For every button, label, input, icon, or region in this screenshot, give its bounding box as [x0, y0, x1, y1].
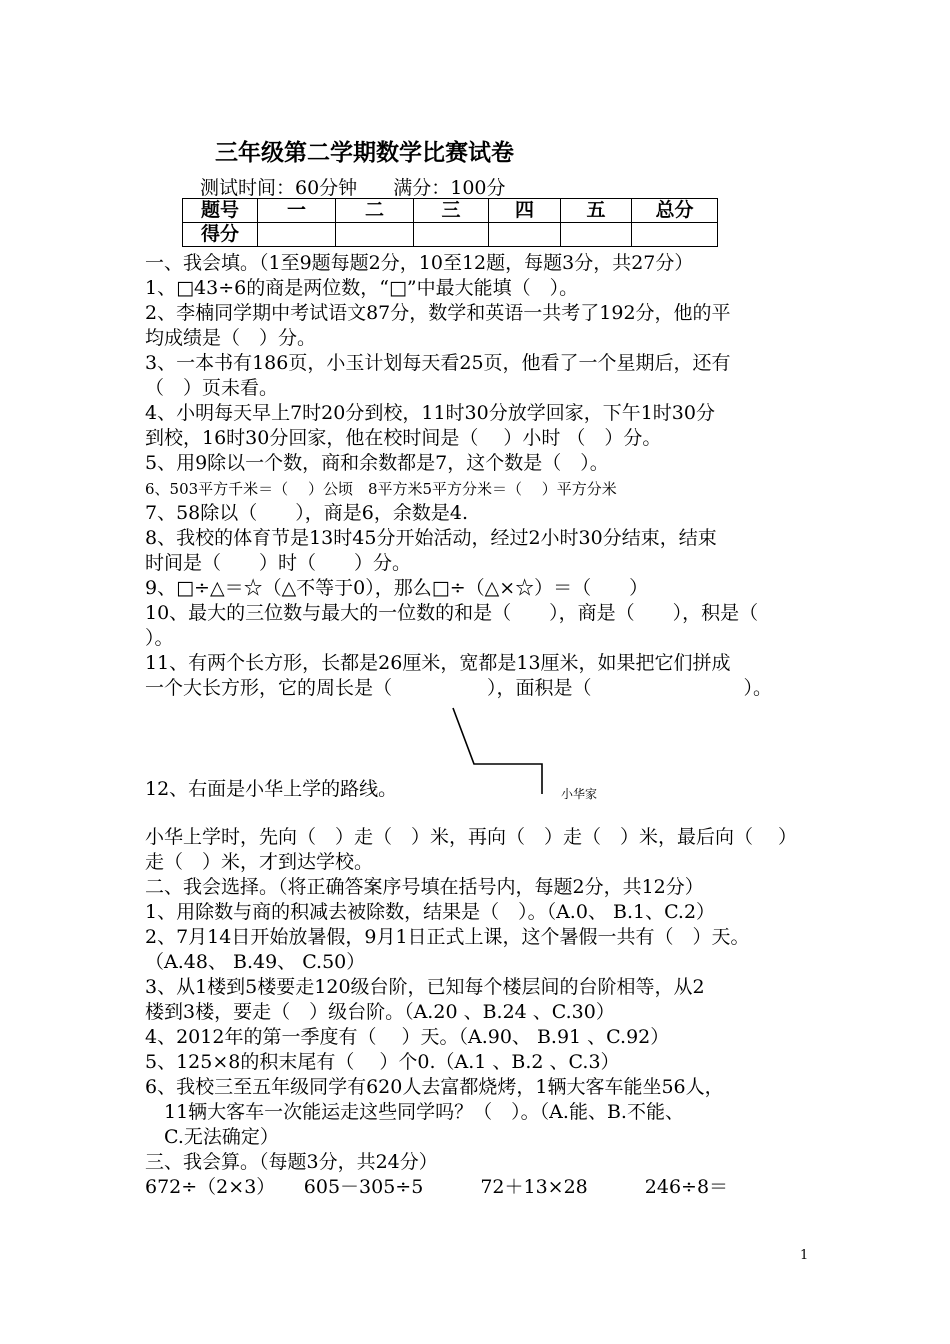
question-line: 10、最大的三位数与最大的一位数的和是（ ），商是（ ），积是（ — [145, 602, 759, 624]
question-line: 1、□43÷6的商是两位数，“□”中最大能填（ ）。 — [145, 277, 579, 299]
score-input-cell[interactable] — [632, 223, 718, 247]
route-home-label: 小华家 — [561, 787, 598, 801]
question-line: 11、有两个长方形，长都是26厘米，宽都是13厘米，如果把它们拼成 — [145, 652, 731, 674]
question-line: 6、我校三至五年级同学有620人去富都烧烤，1辆大客车能坐56人， — [145, 1076, 724, 1098]
question-line: 1、用除数与商的积减去被除数，结果是（ ）。（A.0、 B.1、C.2） — [145, 901, 716, 923]
score-cell: 总分 — [632, 199, 718, 223]
score-table-score-row — [183, 223, 718, 247]
full-score: 满分：100分 — [393, 177, 506, 199]
score-cell: 题号 — [183, 199, 258, 223]
question-line: 到校，16时30分回家，他在校时间是（ ）小时 （ ）分。 — [145, 427, 662, 449]
score-cell: 四 — [489, 199, 561, 223]
question-line: 5、125×8的积末尾有（ ）个0.（A.1 、B.2 、C.3） — [145, 1051, 620, 1073]
section-heading: 一、我会填。（1至9题每题2分，10至12题，每题3分，共27分） — [145, 252, 694, 274]
page-title: 三年级第二学期数学比赛试卷 — [215, 139, 514, 166]
exam-meta — [200, 173, 536, 200]
route-path — [453, 708, 542, 794]
question-line: （ ）页未看。 — [145, 377, 279, 399]
score-input-cell[interactable] — [258, 223, 336, 247]
score-table-header-row — [183, 199, 718, 223]
question-line: 一个大长方形，它的周长是（ ），面积是（ ）。 — [145, 677, 773, 699]
score-cell: 三 — [414, 199, 489, 223]
question-line: 均成绩是（ ）分。 — [145, 327, 317, 349]
score-input-cell[interactable] — [489, 223, 561, 247]
question-line: 12、右面是小华上学的路线。 — [145, 778, 398, 800]
score-cell: 一 — [258, 199, 336, 223]
calculation-line: 672÷（2×3） 605－305÷5 72＋13×28 246÷8＝ — [145, 1176, 729, 1198]
question-line: 4、2012年的第一季度有（ ）天。（A.90、 B.91 、C.92） — [145, 1026, 670, 1048]
score-table — [182, 198, 718, 247]
test-time: 测试时间：60分钟 — [200, 177, 358, 199]
question-line: 5、用9除以一个数，商和余数都是7，这个数是（ ）。 — [145, 452, 609, 474]
score-cell: 五 — [561, 199, 632, 223]
score-cell: 二 — [336, 199, 414, 223]
question-line: （A.48、 B.49、 C.50） — [145, 951, 366, 973]
question-line: ）。 — [145, 627, 174, 649]
question-line: 9、□÷△＝☆（△不等于0），那么□÷（△×☆）＝（ ） — [145, 577, 649, 599]
score-cell: 得分 — [183, 223, 258, 247]
page-number: 1 — [800, 1248, 809, 1263]
question-line: 楼到3楼，要走（ ）级台阶。（A.20 、B.24 、C.30） — [145, 1001, 615, 1023]
question-line: 时间是（ ）时（ ）分。 — [145, 552, 412, 574]
question-line: 3、一本书有186页，小玉计划每天看25页，他看了一个星期后，还有 — [145, 352, 731, 374]
question-line: 4、小明每天早上7时20分到校，11时30分放学回家，下午1时30分 — [145, 402, 715, 424]
question-line: 走（ ）米，才到达学校。 — [145, 851, 374, 873]
question-line: 2、7月14日开始放暑假，9月1日正式上课，这个暑假一共有（ ）天。 — [145, 926, 750, 948]
question-line: 8、我校的体育节是13时45分开始活动，经过2小时30分结束，结束 — [145, 527, 717, 549]
question-line: 小华上学时，先向（ ）走（ ）米，再向（ ）走（ ）米，最后向（ ） — [145, 826, 798, 848]
score-input-cell[interactable] — [414, 223, 489, 247]
question-line: 11辆大客车一次能运走这些同学吗？（ ）。（A.能、B.不能、 — [145, 1101, 684, 1123]
question-line: C.无法确定） — [145, 1126, 279, 1148]
question-line: 7、58除以（ ），商是6，余数是4. — [145, 502, 468, 524]
route-diagram — [440, 700, 560, 795]
section-heading: 三、我会算。（每题3分，共24分） — [145, 1151, 438, 1173]
section-heading: 二、我会选择。（将正确答案序号填在括号内，每题2分，共12分） — [145, 876, 704, 898]
score-input-cell[interactable] — [561, 223, 632, 247]
question-line: 6、503平方千米＝（ ）公顷 8平方米5平方分米＝（ ）平方分米 — [145, 480, 617, 498]
score-input-cell[interactable] — [336, 223, 414, 247]
question-line: 3、从1楼到5楼要走120级台阶，已知每个楼层间的台阶相等，从2 — [145, 976, 705, 998]
question-line: 2、李楠同学期中考试语文87分，数学和英语一共考了192分，他的平 — [145, 302, 731, 324]
